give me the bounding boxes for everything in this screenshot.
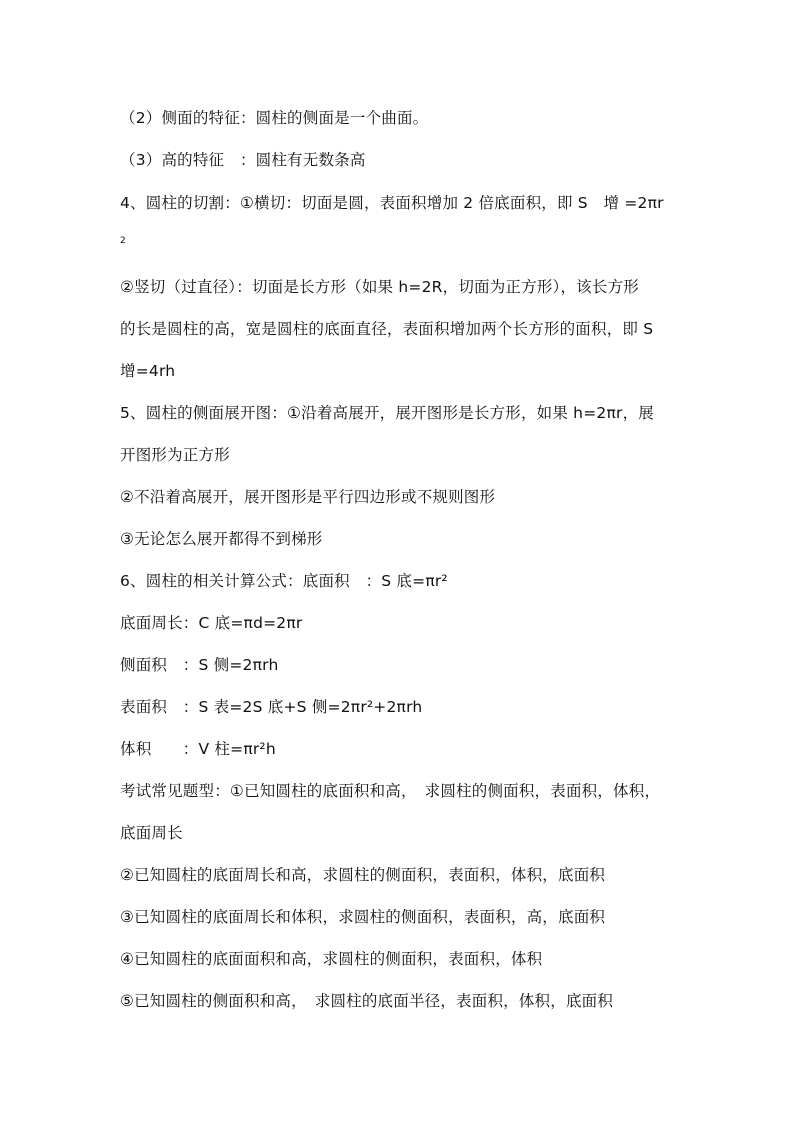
text-line-unfolding-cont: 开图形为正方形 <box>120 446 230 464</box>
text-line-formula-base-perimeter: 底面周长：C 底=πd=2πr <box>120 614 303 632</box>
text-line-exam-type-4: ④已知圆柱的底面面积和高，求圆柱的侧面积，表面积，体积 <box>120 950 543 968</box>
text-line-unfolding-no-trapezoid: ③无论怎么展开都得不到梯形 <box>120 530 323 548</box>
text-line-formula-side-area: 侧面积 ：S 侧=2πrh <box>120 656 279 674</box>
text-line-formula-volume: 体积 ：V 柱=πr²h <box>120 740 276 758</box>
text-line-cutting-vertical-result: 增=4rh <box>120 362 176 380</box>
text-line-cutting-horizontal: 4、圆柱的切割：①横切：切面是圆，表面积增加 2 倍底面积，即 S 增 =2πr <box>120 194 664 212</box>
text-line-formula-base-area: 6、圆柱的相关计算公式：底面积 ：S 底=πr² <box>120 572 448 590</box>
text-line-unfolding: 5、圆柱的侧面展开图：①沿着高展开，展开图形是长方形，如果 h=2πr，展 <box>120 404 654 422</box>
text-line-side-feature: （2）侧面的特征：圆柱的侧面是一个曲面。 <box>120 109 429 127</box>
text-line-cutting-vertical-cont: 的长是圆柱的高，宽是圆柱的底面直径，表面积增加两个长方形的面积，即 S <box>120 320 654 338</box>
text-line-unfolding-not-along: ②不沿着高展开，展开图形是平行四边形或不规则图形 <box>120 488 496 506</box>
text-line-height-feature: （3）高的特征 ：圆柱有无数条高 <box>120 151 366 169</box>
text-line-cutting-vertical: ②竖切（过直径）：切面是长方形（如果 h=2R，切面为正方形），该长方形 <box>120 278 639 296</box>
text-line-exam-type-2: ②已知圆柱的底面周长和高，求圆柱的侧面积，表面积，体积，底面积 <box>120 866 606 884</box>
text-line-exam-types-cont: 底面周长 <box>120 824 183 842</box>
text-line-exam-type-5: ⑤已知圆柱的侧面积和高， 求圆柱的底面半径，表面积，体积，底面积 <box>120 992 614 1010</box>
text-line-superscript-2: 2 <box>120 236 126 246</box>
text-line-exam-types: 考试常见题型：①已知圆柱的底面积和高， 求圆柱的侧面积，表面积，体积， <box>120 782 661 800</box>
text-line-exam-type-3: ③已知圆柱的底面周长和体积，求圆柱的侧面积，表面积，高，底面积 <box>120 908 606 926</box>
text-line-formula-surface-area: 表面积 ：S 表=2S 底+S 侧=2πr²+2πrh <box>120 698 423 716</box>
